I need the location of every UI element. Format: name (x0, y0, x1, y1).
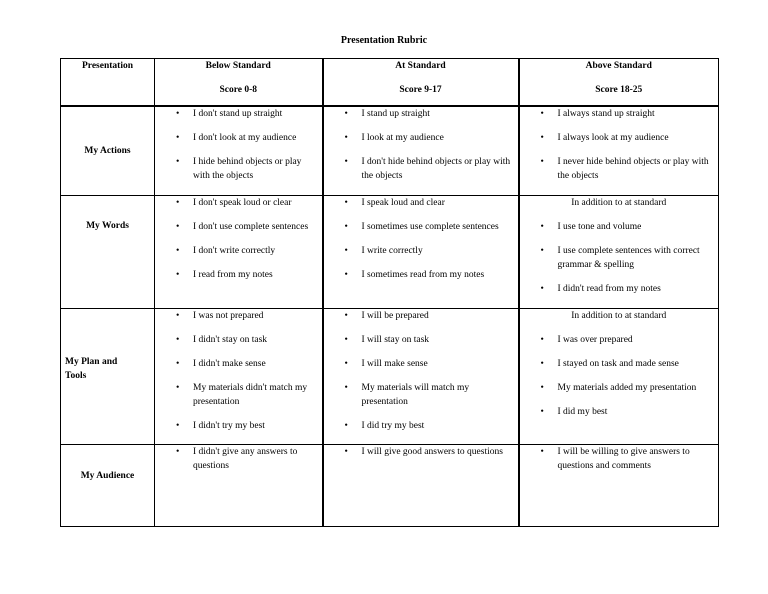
list-item: • I didn't try my best (155, 419, 322, 433)
rubric-row-words (61, 195, 719, 308)
rubric-row-audience (61, 444, 719, 526)
header-category-label: Presentation (81, 61, 133, 71)
below-cell (155, 106, 323, 196)
page-title: Presentation Rubric (340, 35, 428, 46)
list-item: • I didn't give any answers to questions (155, 445, 322, 473)
header-below-label: Below Standard (205, 61, 271, 71)
at-cell (323, 106, 519, 196)
list-item: • I stand up straight (324, 107, 518, 121)
list-item: • I was over prepared (520, 333, 719, 347)
category-cell (61, 308, 155, 444)
header-below-standard (155, 59, 323, 106)
list-item: • I stayed on task and made sense (520, 357, 719, 371)
list-item: • I didn't stay on task (155, 333, 322, 347)
list-item: • My materials will match my presentation (324, 381, 518, 409)
list-item: • I didn't make sense (155, 357, 322, 371)
header-at-score: Score 9-17 (399, 85, 442, 95)
list-item: • I hide behind objects or play with the objects (155, 155, 322, 183)
below-cell (155, 195, 323, 308)
header-below-score: Score 0-8 (219, 85, 258, 95)
at-cell (323, 308, 519, 444)
list-item: • I always stand up straight (520, 107, 719, 121)
at-cell (323, 444, 519, 526)
list-item: • I did my best (520, 405, 719, 419)
list-item: • I will be prepared (324, 309, 518, 323)
list-item: • I use tone and volume (520, 220, 719, 234)
category-label: My Plan and Tools (65, 356, 118, 381)
category-label: My Words (86, 220, 129, 231)
category-cell (61, 106, 155, 196)
list-item: • I always look at my audience (520, 131, 719, 145)
header-category (61, 59, 155, 106)
list-item: • I sometimes read from my notes (324, 268, 518, 282)
category-label: My Audience (80, 470, 135, 481)
list-item: • I speak loud and clear (324, 196, 518, 210)
list-item: • I will be willing to give answers to questions and comments (520, 445, 719, 473)
header-above-label: Above Standard (585, 61, 652, 71)
list-item: • I will stay on task (324, 333, 518, 347)
list-item: • My materials didn't match my presentation (155, 381, 322, 409)
category-cell (61, 444, 155, 526)
header-row (61, 59, 719, 106)
category-label: My Actions (84, 145, 131, 156)
list-item: • I did try my best (324, 419, 518, 433)
rubric-row-actions (61, 106, 719, 196)
list-item: • I don't speak loud or clear (155, 196, 322, 210)
above-cell (519, 106, 719, 196)
list-item: • I sometimes use complete sentences (324, 220, 518, 234)
above-cell (519, 444, 719, 526)
list-item: • I don't write correctly (155, 244, 322, 258)
list-item: • I will make sense (324, 357, 518, 371)
list-item: • I read from my notes (155, 268, 322, 282)
list-item: • I don't look at my audience (155, 131, 322, 145)
above-note: In addition to at standard (571, 310, 667, 321)
category-cell (61, 195, 155, 308)
rubric-row-plan-tools (61, 308, 719, 444)
list-item: • My materials added my presentation (520, 381, 719, 395)
below-cell (155, 308, 323, 444)
list-item: • I will give good answers to questions (324, 445, 518, 459)
list-item: • I didn't read from my notes (520, 282, 719, 296)
list-item: • I was not prepared (155, 309, 322, 323)
above-note: In addition to at standard (571, 197, 667, 208)
below-cell (155, 444, 323, 526)
header-above-score: Score 18-25 (595, 85, 643, 95)
list-item: • I don't stand up straight (155, 107, 322, 121)
header-at-label: At Standard (395, 61, 446, 71)
rubric-table (60, 58, 719, 527)
header-at-standard (323, 59, 519, 106)
at-cell (323, 195, 519, 308)
list-item: • I look at my audience (324, 131, 518, 145)
header-above-standard (519, 59, 719, 106)
list-item: • I don't use complete sentences (155, 220, 322, 234)
above-cell (519, 308, 719, 444)
list-item: • I never hide behind objects or play with the objects (520, 155, 719, 183)
list-item: • I write correctly (324, 244, 518, 258)
list-item: • I use complete sentences with correct grammar & spelling (520, 244, 719, 272)
list-item: • I don't hide behind objects or play with the objects (324, 155, 518, 183)
above-cell (519, 195, 719, 308)
